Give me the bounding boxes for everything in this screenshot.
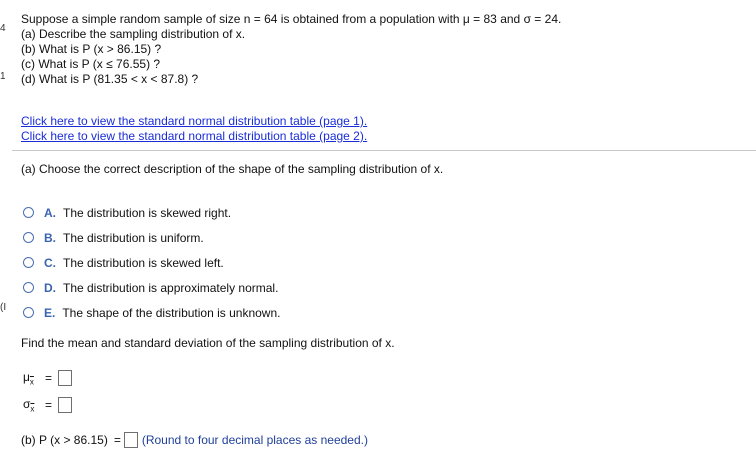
option-text: The distribution is uniform. [63,230,204,245]
edge-fragment: 1 [0,71,6,82]
radio-button[interactable] [23,232,34,243]
option-d[interactable] [23,275,280,300]
edge-fragment: (I [0,302,7,313]
mean-row [23,370,72,386]
sigma-symbol: $\sigma_{\overline{x}}$ [23,397,35,414]
option-text: The shape of the distribution is unknown. [62,305,281,320]
answer-options [23,200,280,325]
left-edge-fragments [0,0,10,476]
radio-button[interactable] [23,207,34,218]
option-a[interactable] [23,200,280,225]
option-letter: B. [44,230,56,245]
equals-sign: = [113,433,121,447]
equals-sign: = [45,371,53,386]
part-b-input[interactable] [124,432,138,448]
normal-table-page2-link[interactable]: Click here to view the standard normal distribution table (page 2). [21,129,368,143]
radio-button[interactable] [23,307,34,318]
option-letter: D. [44,280,56,295]
mean-input[interactable] [58,370,72,386]
question-b: (b) What is P (x > 86.15) ? [21,42,162,56]
option-e[interactable] [23,300,280,325]
part-a-prompt: (a) Choose the correct description of the shape of the sampling distribution of x. [21,162,444,176]
question-c: (c) What is P (x ≤ 76.55) ? [21,57,161,71]
option-c[interactable] [23,250,280,275]
mu-symbol: $\mu_{\overline{x}}$ [23,370,34,387]
problem-intro: Suppose a simple random sample of size n = 64 is obtained from a population with μ = 83 and σ = 24. [21,12,562,26]
option-letter: A. [44,205,56,220]
option-b[interactable] [23,225,280,250]
option-text: The distribution is approximately normal. [63,280,279,295]
radio-button[interactable] [23,257,34,268]
table-links [21,114,367,144]
edge-fragment: 4 [0,23,6,34]
question-a: (a) Describe the sampling distribution of x. [21,27,246,41]
mean-sd-prompt: Find the mean and standard deviation of the sampling distribution of x. [21,336,395,350]
radio-button[interactable] [23,282,34,293]
option-letter: C. [44,255,56,270]
rounding-note: (Round to four decimal places as needed.) [141,433,368,447]
normal-table-page1-link[interactable]: Click here to view the standard normal distribution table (page 1). [21,114,368,128]
option-letter: E. [44,305,56,320]
divider [12,150,756,151]
sd-row [23,397,72,413]
problem-statement [21,12,561,87]
option-text: The distribution is skewed left. [63,255,224,270]
option-text: The distribution is skewed right. [63,205,232,220]
part-b-row [21,432,368,448]
part-b-label: (b) P (x > 86.15) [21,433,108,447]
equals-sign: = [45,398,53,413]
question-d: (d) What is P (81.35 < x < 87.8) ? [21,72,199,86]
sd-input[interactable] [58,397,72,413]
